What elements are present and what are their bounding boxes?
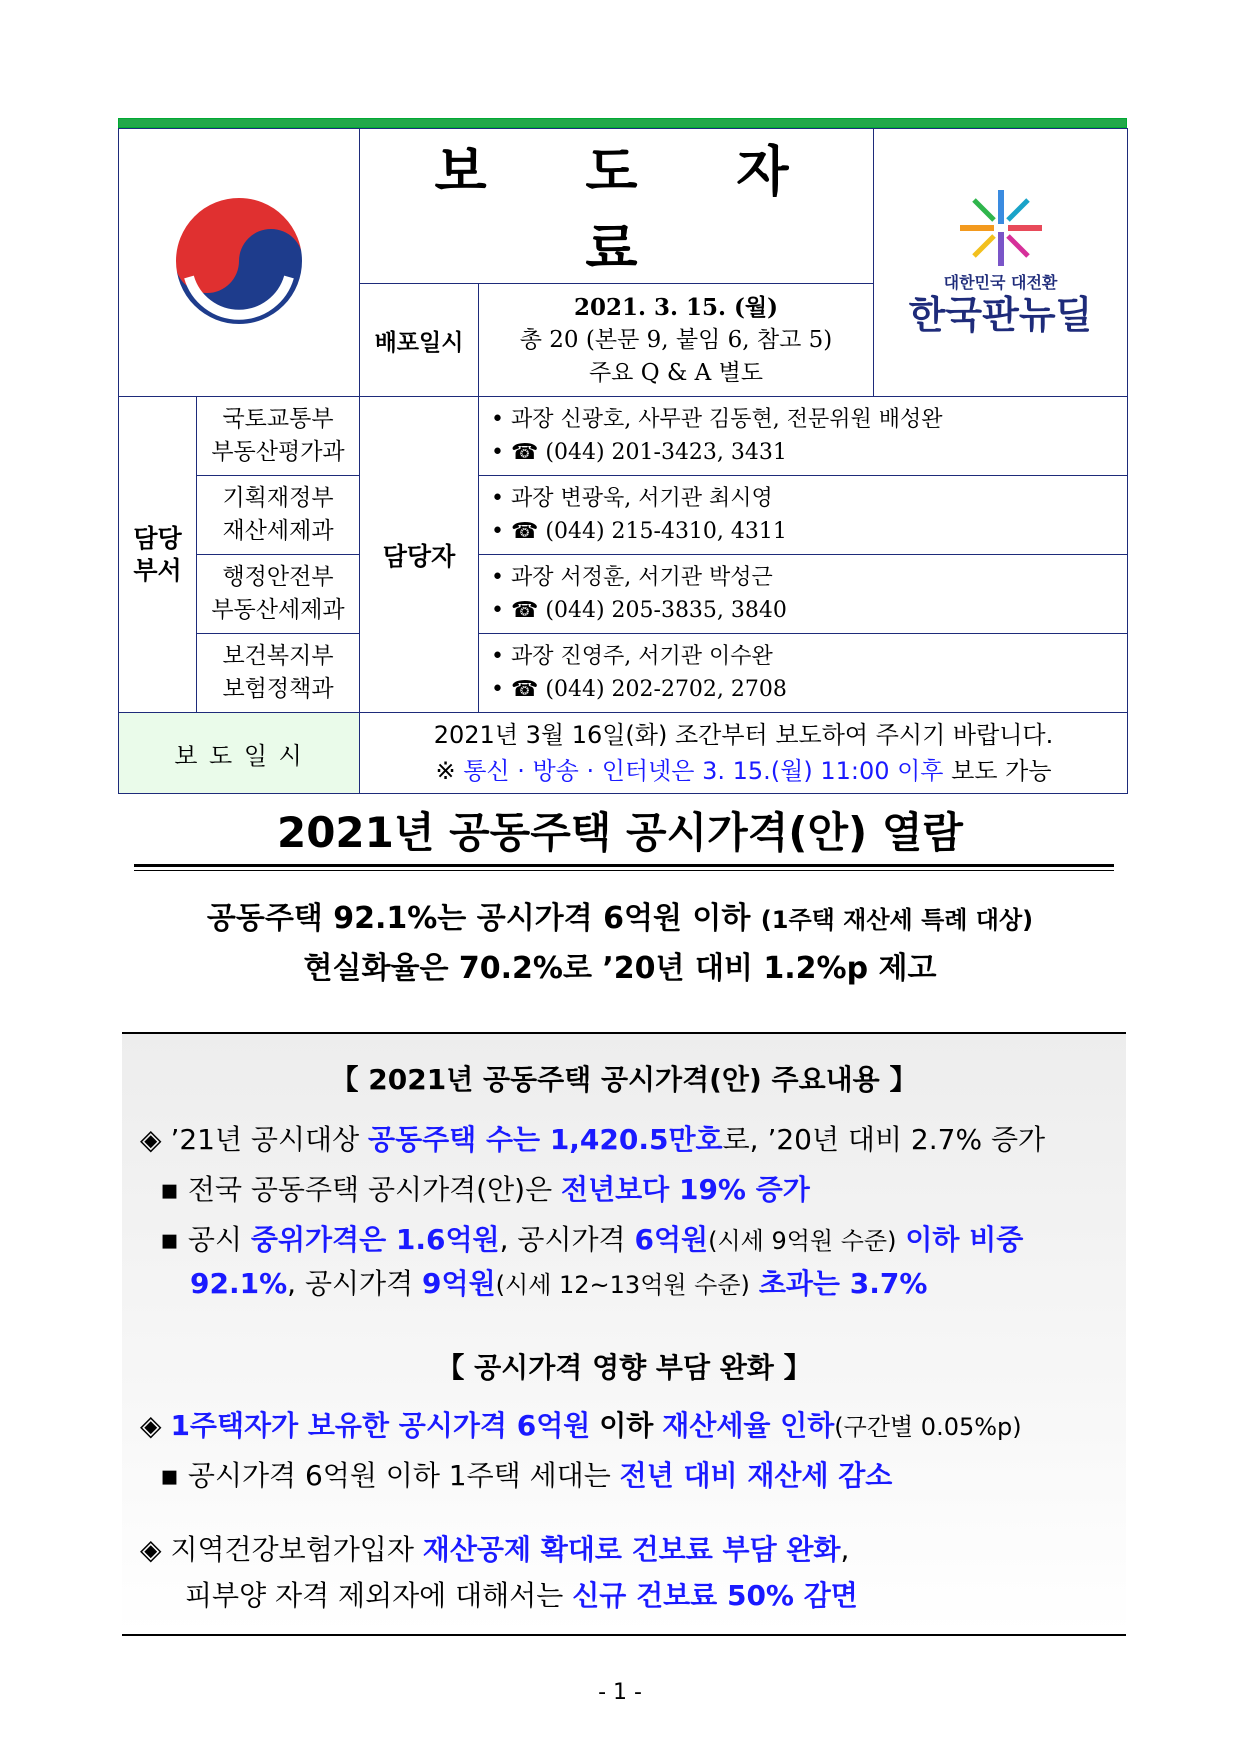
person-label: 담당자 xyxy=(360,397,479,713)
release-label: 배포일시 xyxy=(360,284,479,397)
dept-name-3 xyxy=(197,555,360,634)
bullet-text: , 공시가격 xyxy=(499,1223,626,1256)
bullet-note: (시세 9억원 수준) xyxy=(708,1227,897,1255)
diamond-bullet-icon: ◈ xyxy=(140,1409,162,1442)
bullet-highlight: 재산공제 확대로 건보료 부담 완화 xyxy=(422,1533,841,1566)
contact-phone: • ☎ (044) 215-4310, 4311 xyxy=(491,519,787,544)
release-pages: 총 20 (본문 9, 붙임 6, 참고 5) xyxy=(519,326,833,353)
subtitle-1-note: (1주택 재산세 특례 대상) xyxy=(760,906,1034,934)
dept-division: 부동산평가과 xyxy=(211,439,345,465)
contact-staff: • 과장 신광호, 사무관 김동현, 전문위원 배성완 xyxy=(491,407,943,432)
section-title-1: 【 2021년 공동주택 공시가격(안) 주요내용 】 xyxy=(330,1063,918,1096)
subtitle-1-main: 공동주택 92.1%는 공시가격 6억원 이하 xyxy=(206,901,751,936)
online-embargo-tail: 보도 가능 xyxy=(951,757,1052,785)
logo-tagline: 대한민국 대전환 xyxy=(943,273,1058,292)
dept-label-line1: 담당 xyxy=(133,523,182,553)
dept-ministry: 국토교통부 xyxy=(222,406,334,432)
header-table xyxy=(118,128,1128,794)
dept-ministry: 행정안전부 xyxy=(222,564,334,590)
bullet-text: , xyxy=(840,1533,850,1566)
bullet-highlight: 재산세율 인하 xyxy=(662,1409,835,1442)
korean-new-deal-logo xyxy=(874,129,1128,397)
subtitle-2: 현실화율은 70.2%로 ’20년 대비 1.2%p 제고 xyxy=(303,951,937,986)
dept-contact-3 xyxy=(479,555,1128,634)
release-date: 2021. 3. 15. (월) xyxy=(573,293,779,321)
bullet-highlight: 92.1% xyxy=(190,1267,288,1300)
press-release-title: 보 도 자 료 xyxy=(360,129,874,284)
square-bullet-icon: ▪ xyxy=(160,1223,179,1256)
report-embargo: 2021년 3월 16일(화) 조간부터 보도하여 주시기 바랍니다. xyxy=(433,721,1054,749)
title-rule-thin xyxy=(134,870,1114,871)
dept-division: 재산세제과 xyxy=(222,518,334,544)
title-rule xyxy=(134,864,1114,867)
report-time-info xyxy=(360,713,1128,794)
report-online xyxy=(360,753,1127,789)
bullet-3a xyxy=(185,1574,858,1614)
page-title: 2021년 공동주택 공시가격(안) 열람 xyxy=(276,808,964,857)
bullet-highlight: 신규 건보료 50% 감면 xyxy=(572,1579,858,1612)
dept-label xyxy=(119,397,197,713)
bullet-text: , 공시가격 xyxy=(287,1267,414,1300)
government-emblem-cell xyxy=(119,129,360,397)
bullet-text: 로, ’20년 대비 2.7% 증가 xyxy=(722,1123,1046,1156)
subtitle-1 xyxy=(0,893,1240,937)
bullet-1 xyxy=(140,1118,1045,1158)
contact-phone: • ☎ (044) 205-3835, 3840 xyxy=(491,598,787,623)
bullet-highlight: 공동주택 수는 1,420.5만호 xyxy=(368,1123,723,1156)
bullet-highlight: 1주택자가 보유한 공시가격 6억원 xyxy=(170,1409,591,1442)
online-embargo-time: 통신 · 방송 · 인터넷은 3. 15.(월) 11:00 이후 xyxy=(463,757,944,785)
bullet-highlight: 6억원 xyxy=(634,1223,709,1256)
square-bullet-icon: ▪ xyxy=(160,1173,179,1206)
dept-contact-4 xyxy=(479,634,1128,713)
contact-phone: • ☎ (044) 202-2702, 2708 xyxy=(491,677,787,702)
page-number: - 1 - xyxy=(598,1680,642,1705)
bullet-highlight: 전년 대비 재산세 감소 xyxy=(619,1459,893,1492)
note-mark: ※ xyxy=(435,757,456,785)
dept-contact-1 xyxy=(479,397,1128,476)
square-bullet-icon: ▪ xyxy=(160,1459,179,1492)
dept-name-2 xyxy=(197,476,360,555)
header-top-bar xyxy=(118,118,1127,128)
bullet-text: 지역건강보험가입자 xyxy=(170,1533,414,1566)
bullet-text: 피부양 자격 제외자에 대해서는 xyxy=(185,1579,564,1612)
bullet-1b xyxy=(160,1218,1023,1258)
bullet-text: ’21년 공시대상 xyxy=(170,1123,360,1156)
release-info xyxy=(479,284,874,397)
section-title-2: 【 공시가격 영향 부담 완화 】 xyxy=(436,1351,812,1384)
diamond-bullet-icon: ◈ xyxy=(140,1123,162,1156)
bullet-3 xyxy=(140,1528,849,1568)
release-qa: 주요 Q & A 별도 xyxy=(588,359,764,386)
taegeuk-emblem-icon xyxy=(169,191,309,331)
bullet-text: 이하 xyxy=(599,1409,654,1442)
dept-division: 부동산세제과 xyxy=(211,597,345,623)
logo-wordmark: 한국판뉴딜 xyxy=(908,293,1093,337)
bullet-highlight: 이하 비중 xyxy=(905,1223,1024,1256)
report-time-label: 보 도 일 시 xyxy=(119,713,360,794)
bullet-note: (시세 12~13억원 수준) xyxy=(495,1271,750,1299)
bullet-highlight: 초과는 3.7% xyxy=(758,1267,928,1300)
dept-ministry: 기획재정부 xyxy=(222,485,334,511)
bullet-1c xyxy=(190,1262,927,1302)
dept-name-4 xyxy=(197,634,360,713)
bullet-note: (구간별 0.05%p) xyxy=(834,1413,1022,1441)
bullet-highlight: 9억원 xyxy=(422,1267,496,1300)
bullet-text: 공시 xyxy=(187,1223,242,1256)
bullet-2 xyxy=(140,1404,1022,1444)
bullet-text: 공시가격 6억원 이하 1주택 세대는 xyxy=(187,1459,611,1492)
bullet-2a xyxy=(160,1454,892,1494)
dept-name-1 xyxy=(197,397,360,476)
contact-staff: • 과장 서정훈, 서기관 박성근 xyxy=(491,565,773,590)
diamond-bullet-icon: ◈ xyxy=(140,1533,162,1566)
bullet-1a xyxy=(160,1168,810,1208)
dept-contact-2 xyxy=(479,476,1128,555)
bullet-text: 전국 공동주택 공시가격(안)은 xyxy=(187,1173,553,1206)
dept-ministry: 보건복지부 xyxy=(222,643,334,669)
new-deal-star-icon xyxy=(956,188,1046,268)
contact-phone: • ☎ (044) 201-3423, 3431 xyxy=(491,440,787,465)
bullet-highlight: 전년보다 19% 증가 xyxy=(561,1173,810,1206)
press-release-header xyxy=(118,118,1127,785)
bullet-highlight: 중위가격은 1.6억원 xyxy=(250,1223,500,1256)
dept-division: 보험정책과 xyxy=(222,676,334,702)
contact-staff: • 과장 변광욱, 서기관 최시영 xyxy=(491,486,773,511)
contact-staff: • 과장 진영주, 서기관 이수완 xyxy=(491,644,773,669)
dept-label-line2: 부서 xyxy=(133,555,182,585)
summary-box xyxy=(122,1032,1126,1636)
